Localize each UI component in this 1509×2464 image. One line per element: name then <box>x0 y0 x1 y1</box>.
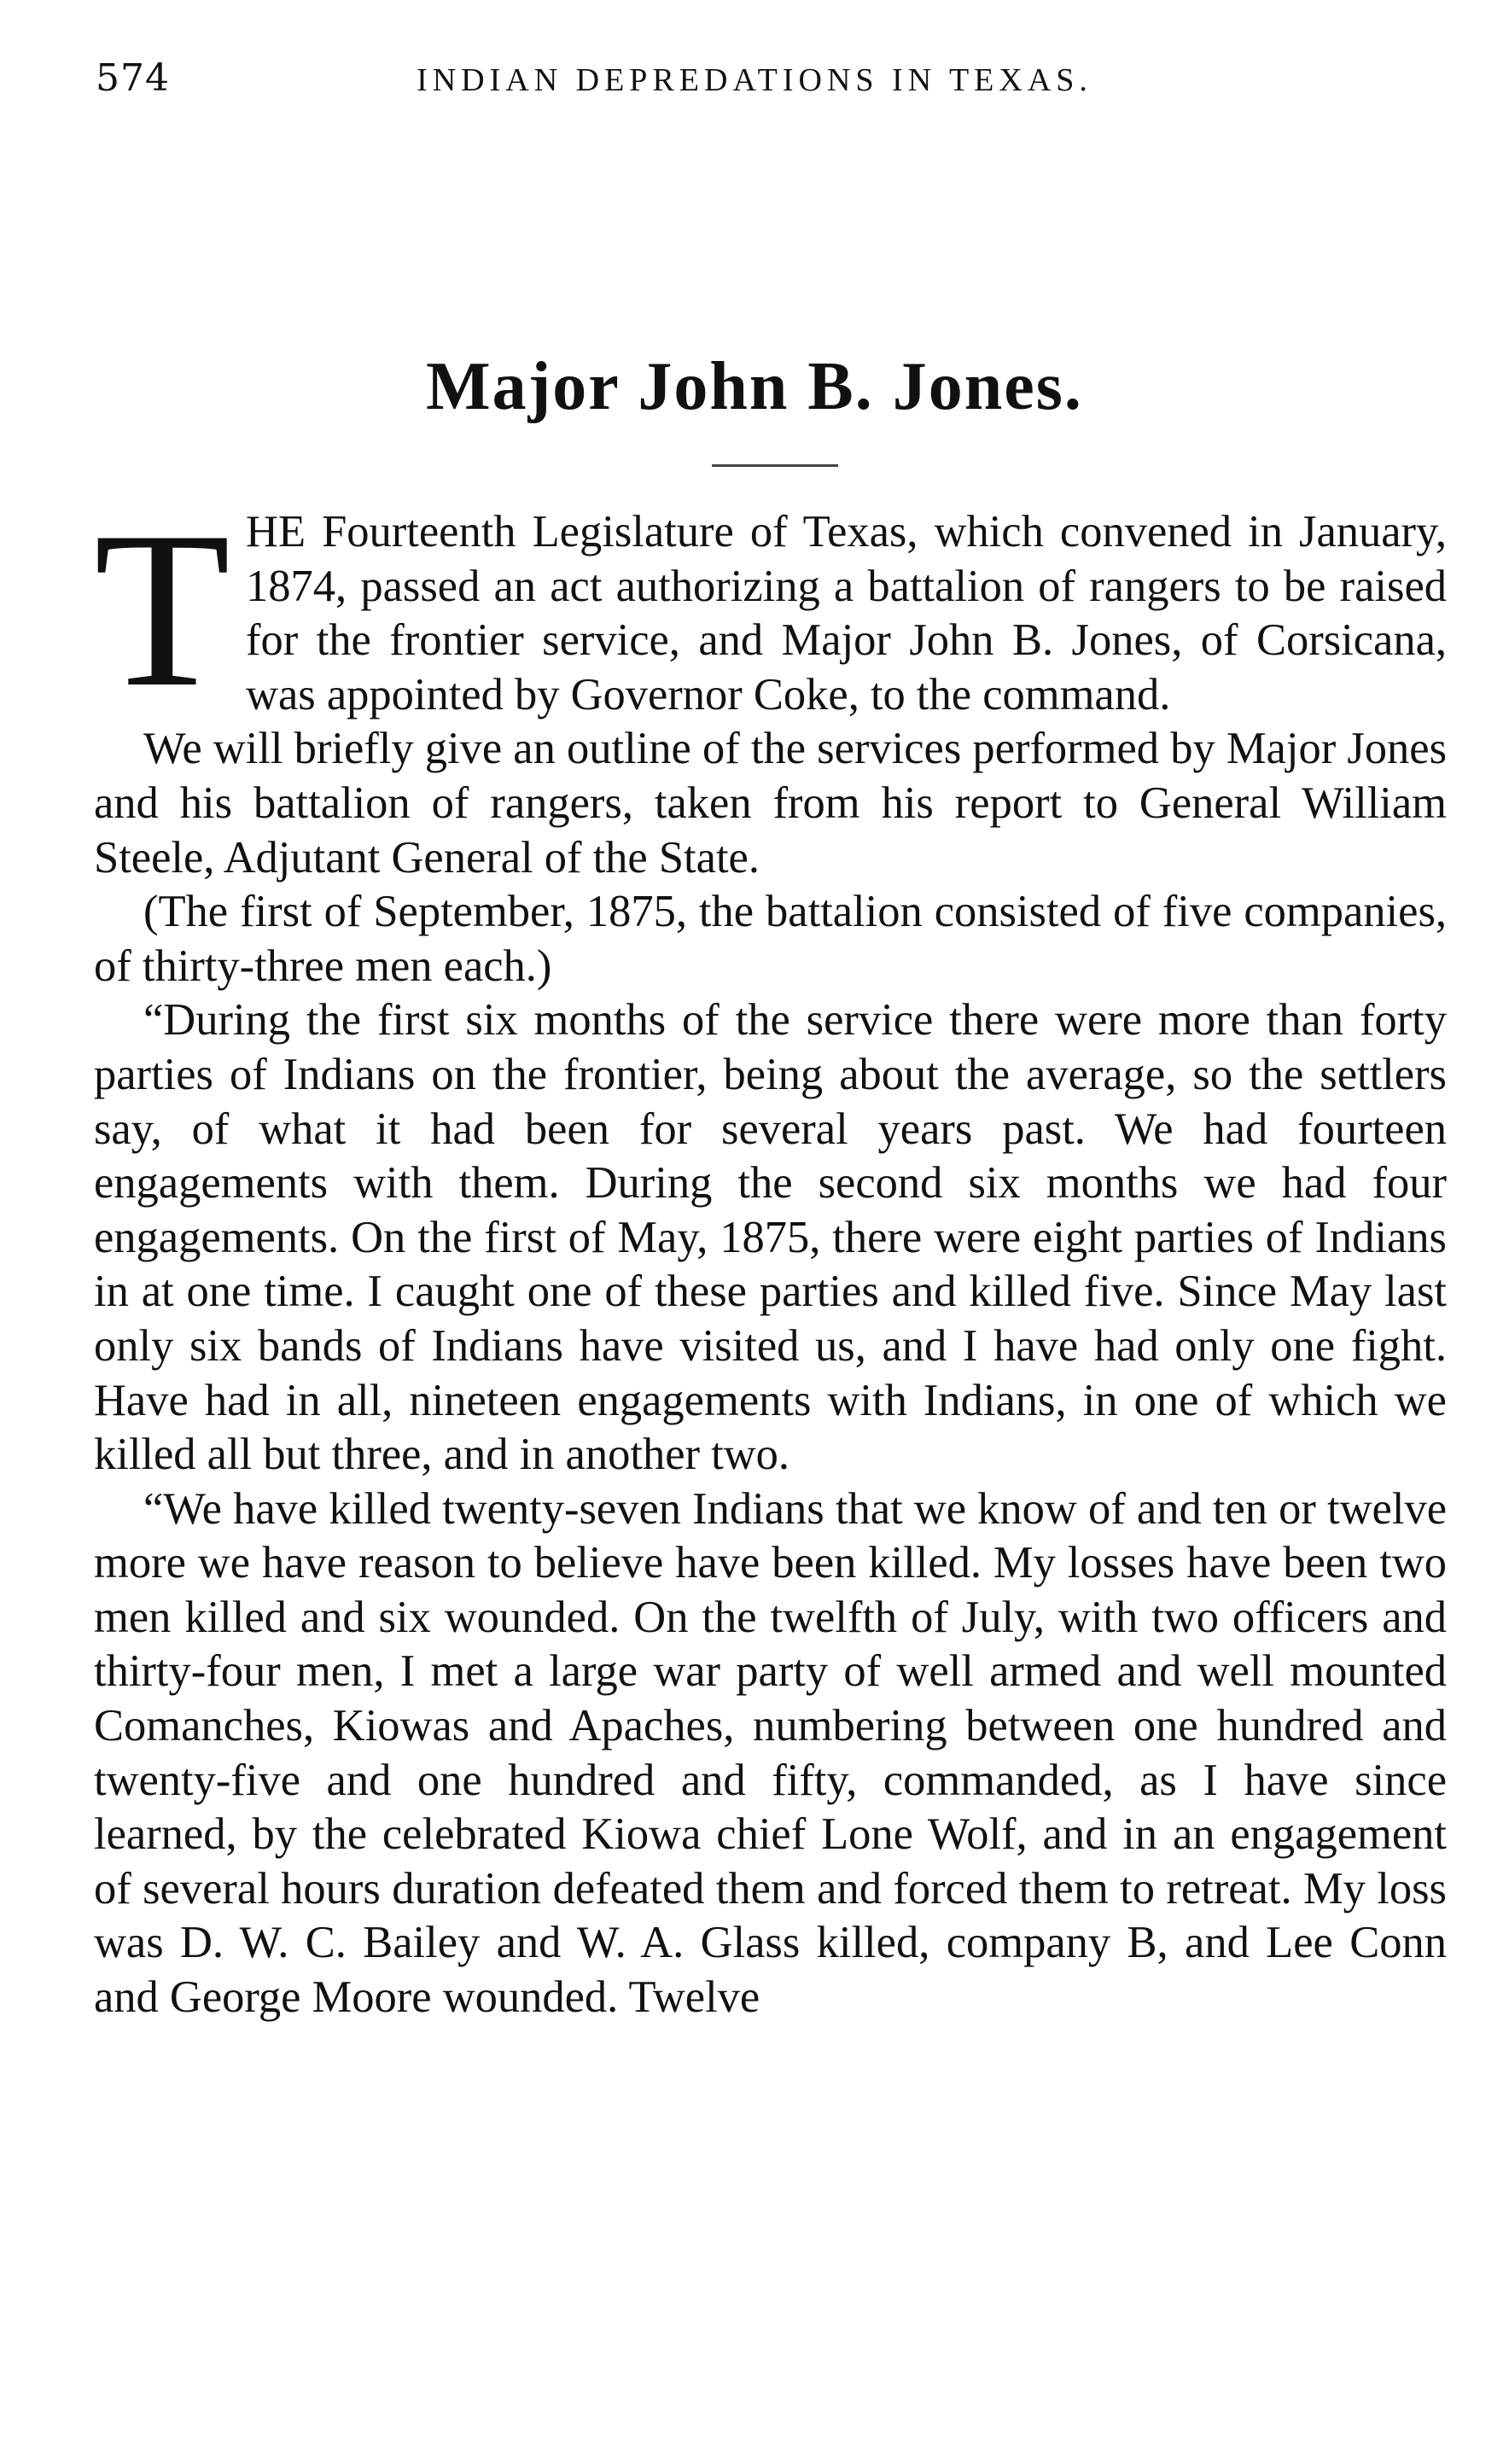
page-number: 574 <box>96 56 170 100</box>
paragraph-1 <box>94 486 1447 733</box>
running-header <box>0 34 1509 111</box>
running-title: INDIAN DEPREDATIONS IN TEXAS. <box>417 62 1092 98</box>
paragraph-2: We will briefly give an outline of the services performed by Major Jones and his battalion of rangers, taken from his report to General William Steele, Adjutant General of the State. <box>94 724 1447 882</box>
paragraph-3: (The first of September, 1875, the battalion consisted of five companies, of thirty-three men each.) <box>94 887 1447 991</box>
paragraph-5: “We have killed twenty-seven Indians that we know of and ten or twelve more we have reason to believe have been killed. My losses have been two men killed and six wounded. On the twelfth of July, with two officers and thirty-four men, I met a large war party of well armed and well mounted Comanches, Kiowas and Apaches, numbering between one hundred and twenty-five and one hundred and fifty, commanded, as I have since learned, by the celebrated Kiowa chief Lone Wolf, and in an engagement of several hours duration defeated them and forced them to retreat. My loss was D. W. C. Bailey and W. A. Glass killed, company B, and Lee Conn and George Moore wounded. Twelve <box>94 1483 1447 2023</box>
title-rule <box>712 464 838 467</box>
paragraph-4: “During the first six months of the service there were more than forty parties of Indians on the frontier, being about the average, so the settlers say, of what it had been for several years past. We had fourteen engagements with them. During the second six months we had four engagements. On the first of May, 1875, there were eight parties of Indians in at one time. I caught one of these parties and killed five. Since May last only six bands of Indians have visited us, and I have had only one fight. Have had in all, nineteen engagements with Indians, in one of which we killed all but three, and in another two. <box>94 995 1447 1480</box>
body-text <box>94 486 1447 2025</box>
paragraph-1-text: HE Fourteenth Legislature of Texas, which convened in January, 1874, passed an act authorizing a battalion of rangers to be raised for the frontier service, and Major John B. Jones, of Corsicana, was appointed by Governor Coke, to the command. <box>246 507 1447 719</box>
chapter-title: Major John B. Jones. <box>426 349 1083 424</box>
drop-cap: T <box>94 486 231 733</box>
